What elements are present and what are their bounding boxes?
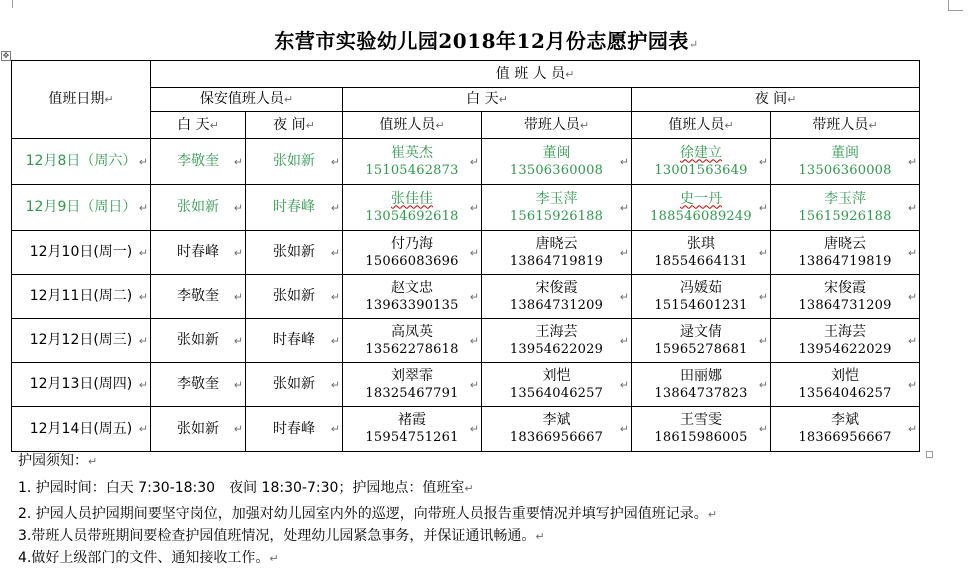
notes-heading-line	[18, 452, 97, 471]
person-phone: 13001563649	[654, 162, 748, 178]
paragraph-mark-icon: ↵	[138, 201, 148, 214]
table-move-handle-icon[interactable]: ✥	[2, 51, 10, 60]
header-security-day-cell	[151, 112, 246, 139]
table-row	[12, 139, 920, 185]
paragraph-mark-icon: ↵	[330, 201, 340, 214]
person-phone: 13506360008	[509, 162, 604, 178]
person-phone: 18554664131	[654, 253, 748, 269]
person-name-line	[482, 236, 631, 253]
person-cell-day-lead	[482, 319, 632, 363]
paragraph-mark-icon: ↵	[104, 93, 114, 106]
person-cell-night-duty	[632, 185, 771, 231]
paragraph-mark-icon: ↵	[579, 118, 590, 132]
paragraph-mark-icon: ↵	[469, 378, 479, 391]
header-date-label: 值班日期	[48, 91, 105, 107]
person-cell-day-duty	[343, 275, 482, 319]
paragraph-mark-icon: ↵	[330, 246, 340, 259]
person-phone: 15066083696	[365, 253, 459, 269]
person-name: 王海芸	[535, 323, 578, 340]
person-name: 高凤英	[391, 323, 433, 340]
crop-mark-top-right	[948, 0, 963, 11]
person-phone: 15154601231	[654, 297, 748, 313]
person-name: 张佳佳	[391, 190, 433, 207]
paragraph-mark-icon: ↵	[498, 93, 508, 106]
person-name: 李玉萍	[535, 190, 578, 207]
paragraph-mark-icon: ↵	[330, 378, 340, 391]
person-name: 董闽	[542, 144, 571, 161]
header-day-lead-cell	[482, 112, 632, 139]
paragraph-mark-icon: ↵	[233, 378, 243, 391]
header-night-cell	[632, 88, 920, 112]
security-day-cell	[151, 319, 246, 363]
person-cell-night-duty	[632, 363, 771, 407]
paragraph-mark-icon: ↵	[233, 246, 243, 259]
paragraph-mark-icon: ↵	[469, 422, 479, 436]
paragraph-mark-icon: ↵	[907, 378, 918, 391]
duty-date: 12月10日(周一)	[29, 244, 133, 260]
security-guard-name: 张如新	[177, 420, 219, 437]
security-guard-name: 李敬奎	[177, 288, 219, 304]
person-name: 徐建立	[680, 144, 722, 161]
paragraph-mark-icon: ↵	[758, 422, 768, 436]
notes-item-line	[18, 549, 279, 568]
person-name-line	[343, 324, 481, 341]
paragraph-mark-icon: ↵	[724, 118, 734, 132]
header-day-lead-label: 带班人员	[523, 116, 580, 133]
paragraph-mark-icon: ↵	[330, 334, 340, 347]
header-security-day-label: 白 天	[177, 116, 210, 133]
paragraph-mark-icon: ↵	[435, 118, 445, 132]
duty-date: 12月8日（周六）	[25, 153, 137, 169]
paragraph-mark-icon: ↵	[619, 246, 629, 259]
person-name: 李斌	[542, 412, 571, 428]
notes-item-line	[18, 527, 545, 546]
header-security-night-cell	[246, 112, 343, 139]
security-guard-name: 时春峰	[273, 332, 315, 348]
person-phone: 13054692618	[365, 208, 459, 224]
paragraph-mark-icon: ↵	[233, 334, 243, 347]
paragraph-mark-icon: ↵	[619, 422, 629, 436]
person-cell-night-lead	[771, 407, 920, 452]
person-cell-day-lead	[482, 363, 632, 407]
document-title: 东营市实验幼儿园2018年12月份志愿护园表	[274, 29, 689, 53]
paragraph-mark-icon: ↵	[787, 93, 797, 106]
header-security-label: 保安值班人员	[199, 91, 284, 107]
person-phone: 13954622029	[509, 341, 604, 357]
paragraph-mark-icon: ↵	[907, 290, 918, 303]
duty-date: 12月12日(周三)	[29, 332, 133, 348]
document-title-line	[0, 28, 973, 58]
notes-item-line	[18, 505, 717, 524]
person-phone: 13963390135	[365, 297, 459, 313]
person-name-line	[632, 191, 770, 208]
person-name-line	[343, 280, 481, 297]
person-name-line	[771, 236, 919, 253]
paragraph-mark-icon: ↵	[138, 246, 148, 259]
table-row	[12, 363, 920, 407]
paragraph-mark-icon: ↵	[330, 155, 340, 168]
person-name: 唐晓云	[535, 235, 578, 252]
paragraph-mark-icon: ↵	[138, 422, 148, 436]
paragraph-mark-icon: ↵	[469, 246, 479, 259]
person-name: 付乃海	[391, 235, 433, 252]
person-phone: 15105462873	[365, 162, 459, 178]
person-name-line	[482, 280, 631, 297]
security-guard-name: 时春峰	[177, 244, 219, 260]
header-security-cell	[151, 88, 343, 112]
duty-date-cell	[12, 139, 151, 185]
person-name: 史一丹	[680, 190, 722, 207]
person-name-line	[632, 236, 770, 253]
person-phone: 13564046257	[509, 385, 604, 401]
security-night-cell	[246, 363, 343, 407]
duty-roster-table	[11, 60, 920, 452]
header-night-label: 夜 间	[754, 91, 788, 107]
paragraph-mark-icon: ↵	[464, 482, 474, 495]
table-row	[12, 407, 920, 452]
notes-item-3: 3.带班人员带班期间要检查护园值班情况，处理幼儿园紧急事务，并保证通讯畅通。	[18, 528, 536, 544]
header-group-label: 值 班 人 员	[495, 65, 566, 82]
duty-date-cell	[12, 407, 151, 452]
person-name: 逯文倩	[680, 323, 722, 340]
paragraph-mark-icon: ↵	[330, 290, 340, 303]
person-cell-day-duty	[343, 139, 482, 185]
person-cell-night-duty	[632, 407, 771, 452]
paragraph-mark-icon: ↵	[283, 93, 294, 106]
duty-date: 12月13日(周四)	[29, 376, 133, 392]
paragraph-mark-icon: ↵	[758, 378, 768, 391]
paragraph-mark-icon: ↵	[758, 334, 768, 347]
person-name-line	[632, 368, 770, 385]
paragraph-mark-icon: ↵	[469, 290, 479, 303]
person-cell-day-lead	[482, 407, 632, 452]
person-name-line	[343, 145, 481, 162]
paragraph-mark-icon: ↵	[619, 201, 629, 214]
duty-date-cell	[12, 319, 151, 363]
table-row	[12, 185, 920, 231]
person-name-line	[771, 280, 919, 297]
person-phone: 15615926188	[798, 208, 892, 224]
person-phone: 13562278618	[365, 341, 459, 357]
person-name: 刘翠霏	[391, 367, 433, 384]
person-name-line	[482, 145, 631, 162]
person-name: 董闽	[831, 144, 860, 161]
security-night-cell	[246, 139, 343, 185]
paragraph-mark-icon: ↵	[209, 118, 219, 132]
person-cell-day-lead	[482, 231, 632, 275]
person-name: 李玉萍	[824, 190, 867, 207]
person-name: 冯媛茹	[680, 279, 722, 296]
person-name-line	[771, 191, 919, 208]
person-phone: 18615986005	[654, 430, 748, 445]
person-cell-night-lead	[771, 231, 920, 275]
header-night-duty-cell	[632, 112, 771, 139]
security-day-cell	[151, 231, 246, 275]
person-cell-night-duty	[632, 139, 771, 185]
person-name: 王海芸	[824, 323, 867, 340]
duty-date-cell	[12, 275, 151, 319]
person-cell-night-duty	[632, 231, 771, 275]
person-phone: 18366956667	[509, 430, 604, 445]
table-resize-handle[interactable]	[926, 451, 933, 458]
paragraph-mark-icon: ↵	[138, 334, 148, 347]
person-name: 崔英杰	[391, 144, 433, 161]
header-day-duty-label: 值班人员	[379, 116, 436, 133]
paragraph-mark-icon: ↵	[619, 334, 629, 347]
person-name-line	[343, 368, 481, 385]
paragraph-mark-icon: ↵	[907, 422, 918, 436]
person-name: 刘恺	[831, 367, 860, 384]
person-phone: 13864731209	[798, 297, 892, 313]
person-name: 田丽娜	[680, 367, 722, 384]
paragraph-mark-icon: ↵	[565, 67, 575, 81]
security-guard-name: 时春峰	[273, 199, 315, 215]
paragraph-mark-icon: ↵	[907, 201, 918, 214]
paragraph-mark-icon: ↵	[688, 38, 699, 51]
person-cell-day-lead	[482, 139, 632, 185]
paragraph-mark-icon: ↵	[758, 246, 768, 259]
security-day-cell	[151, 363, 246, 407]
security-guard-name: 张如新	[177, 332, 219, 348]
person-cell-night-lead	[771, 319, 920, 363]
paragraph-mark-icon: ↵	[907, 246, 918, 259]
paragraph-mark-icon: ↵	[758, 290, 768, 303]
duty-date-cell	[12, 231, 151, 275]
notes-item-1: 1. 护园时间：白天 7:30-18:30 夜间 18:30-7:30；护园地点：值班室	[18, 480, 465, 496]
person-phone: 13864731209	[509, 297, 604, 313]
header-row-1	[12, 61, 920, 88]
person-phone: 188546089249	[650, 208, 752, 224]
person-name-line	[343, 191, 481, 208]
person-cell-night-lead	[771, 139, 920, 185]
paragraph-mark-icon: ↵	[138, 290, 148, 303]
header-night-duty-label: 值班人员	[668, 116, 725, 133]
table-row	[12, 231, 920, 275]
person-name-line	[632, 324, 770, 341]
duty-date-cell	[12, 185, 151, 231]
person-cell-night-duty	[632, 319, 771, 363]
paragraph-mark-icon: ↵	[758, 201, 768, 214]
security-guard-name: 张如新	[273, 244, 315, 260]
paragraph-mark-icon: ↵	[619, 155, 629, 168]
paragraph-mark-icon: ↵	[233, 155, 243, 168]
header-day-label: 白 天	[466, 91, 499, 107]
person-name: 唐晓云	[824, 235, 867, 252]
person-phone: 15965278681	[654, 341, 748, 357]
paragraph-mark-icon: ↵	[469, 334, 479, 347]
person-phone: 18366956667	[798, 430, 892, 445]
paragraph-mark-icon: ↵	[269, 552, 279, 565]
person-cell-day-lead	[482, 185, 632, 231]
header-day-duty-cell	[343, 112, 482, 139]
person-name-line	[771, 368, 919, 385]
security-night-cell	[246, 231, 343, 275]
header-night-lead-label: 带班人员	[812, 116, 869, 133]
security-day-cell	[151, 185, 246, 231]
security-night-cell	[246, 319, 343, 363]
security-guard-name: 李敬奎	[177, 376, 219, 392]
duty-date: 12月14日(周五)	[29, 420, 133, 437]
person-cell-day-duty	[343, 185, 482, 231]
person-cell-day-duty	[343, 363, 482, 407]
crop-mark-top-left	[4, 0, 13, 8]
paragraph-mark-icon: ↵	[619, 378, 629, 391]
paragraph-mark-icon: ↵	[469, 201, 479, 214]
paragraph-mark-icon: ↵	[469, 155, 479, 168]
person-name-line	[771, 145, 919, 162]
table-row	[12, 275, 920, 319]
paragraph-mark-icon: ↵	[233, 201, 243, 214]
paragraph-mark-icon: ↵	[305, 118, 315, 132]
notes-item-line	[18, 479, 474, 498]
person-phone: 13954622029	[798, 341, 892, 357]
paragraph-mark-icon: ↵	[138, 155, 148, 168]
person-phone: 15615926188	[509, 208, 604, 224]
person-name-line	[632, 412, 770, 429]
person-name-line	[482, 191, 631, 208]
duty-date: 12月11日(周二)	[29, 288, 133, 304]
paragraph-mark-icon: ↵	[233, 422, 243, 436]
header-date-cell	[12, 61, 151, 139]
person-cell-night-duty	[632, 275, 771, 319]
table-row	[12, 319, 920, 363]
person-cell-day-duty	[343, 407, 482, 452]
person-name-line	[632, 145, 770, 162]
security-night-cell	[246, 407, 343, 452]
paragraph-mark-icon: ↵	[907, 155, 918, 168]
person-phone: 13564046257	[798, 385, 892, 401]
person-name-line	[482, 368, 631, 385]
header-group-cell	[151, 61, 920, 88]
security-guard-name: 时春峰	[273, 420, 315, 437]
paragraph-mark-icon: ↵	[138, 378, 148, 391]
person-name: 王雪雯	[680, 412, 722, 428]
notes-item-2: 2. 护园人员护园期间要坚守岗位，加强对幼儿园室内外的巡逻，向带班人员报告重要情况并填写护园值班记录。	[18, 506, 708, 522]
duty-date-cell	[12, 363, 151, 407]
person-phone: 13864719819	[509, 253, 604, 269]
person-name-line	[343, 236, 481, 253]
person-name-line	[771, 412, 919, 429]
header-night-lead-cell	[771, 112, 920, 139]
security-day-cell	[151, 275, 246, 319]
person-phone: 13864737823	[654, 385, 748, 401]
notes-item-4: 4.做好上级部门的文件、通知接收工作。	[18, 550, 270, 566]
person-cell-night-lead	[771, 275, 920, 319]
person-name: 褚霞	[398, 412, 426, 428]
person-name: 宋俊霞	[824, 279, 867, 296]
security-night-cell	[246, 275, 343, 319]
security-guard-name: 张如新	[273, 153, 315, 169]
security-day-cell	[151, 139, 246, 185]
person-name: 李斌	[831, 412, 860, 428]
paragraph-mark-icon: ↵	[330, 422, 340, 436]
person-cell-night-lead	[771, 363, 920, 407]
person-name-line	[482, 324, 631, 341]
person-cell-day-duty	[343, 319, 482, 363]
person-phone: 18325467791	[365, 385, 459, 401]
paragraph-mark-icon: ↵	[907, 334, 918, 347]
duty-date: 12月9日（周日）	[25, 199, 137, 215]
paragraph-mark-icon: ↵	[868, 118, 878, 132]
person-phone: 15954751261	[365, 430, 459, 445]
header-day-cell	[343, 88, 632, 112]
header-security-night-label: 夜 间	[273, 116, 306, 133]
paragraph-mark-icon: ↵	[233, 290, 243, 303]
security-guard-name: 张如新	[273, 288, 315, 304]
person-name-line	[632, 280, 770, 297]
security-night-cell	[246, 185, 343, 231]
person-phone: 13506360008	[798, 162, 892, 178]
person-name: 张琪	[687, 235, 715, 252]
paragraph-mark-icon: ↵	[535, 530, 545, 543]
person-name-line	[343, 412, 481, 429]
person-cell-night-lead	[771, 185, 920, 231]
security-guard-name: 张如新	[273, 376, 315, 392]
person-name: 赵文忠	[391, 279, 433, 296]
person-name-line	[482, 412, 631, 429]
security-day-cell	[151, 407, 246, 452]
person-cell-day-lead	[482, 275, 632, 319]
paragraph-mark-icon: ↵	[707, 508, 718, 521]
paragraph-mark-icon: ↵	[88, 455, 98, 468]
paragraph-mark-icon: ↵	[758, 155, 768, 168]
person-cell-day-duty	[343, 231, 482, 275]
person-name: 刘恺	[542, 367, 571, 384]
person-name-line	[771, 324, 919, 341]
paragraph-mark-icon: ↵	[619, 290, 629, 303]
security-guard-name: 张如新	[177, 199, 219, 215]
notes-heading: 护园须知：	[18, 453, 88, 469]
person-phone: 13864719819	[798, 253, 892, 269]
person-name: 宋俊霞	[535, 279, 578, 296]
security-guard-name: 李敬奎	[177, 153, 219, 169]
